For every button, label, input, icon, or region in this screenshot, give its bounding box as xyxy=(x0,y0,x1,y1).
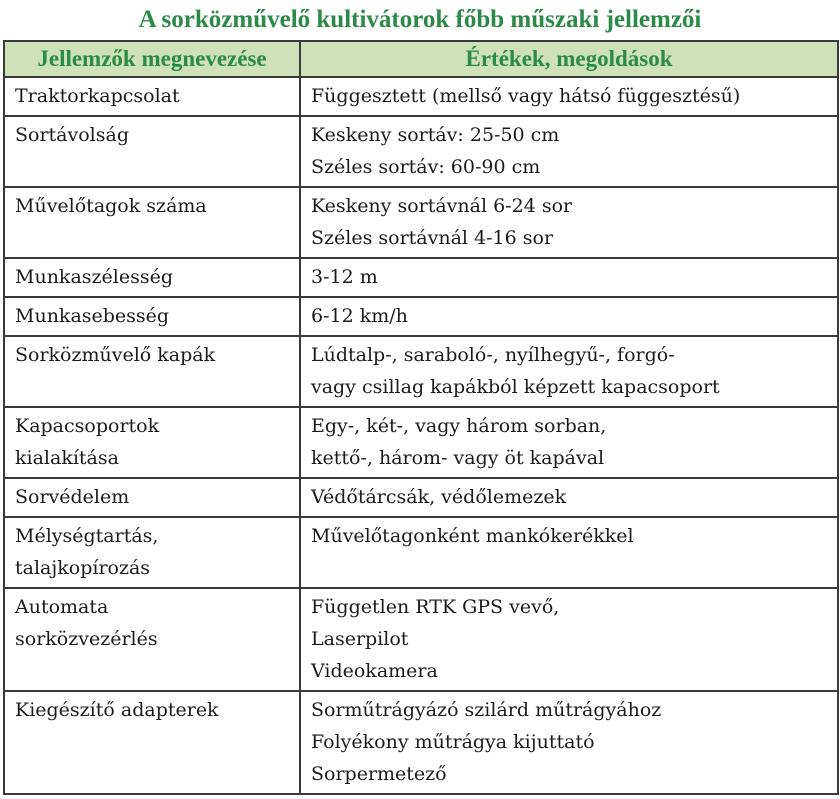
column-header-name: Jellemzők megnevezése xyxy=(4,41,300,77)
table-row xyxy=(4,588,838,691)
row-value-cell xyxy=(300,407,838,478)
row-value-line: Függesztett (mellső vagy hátsó függesztésű) xyxy=(311,85,741,107)
table-body xyxy=(4,77,838,794)
row-label-cell xyxy=(4,336,300,407)
row-value-line: kettő-, három- vagy öt kapával xyxy=(311,447,605,469)
row-value-line: Folyékony műtrágya kijuttató xyxy=(311,731,595,753)
row-value-line: Laserpilot xyxy=(311,628,409,650)
specs-table xyxy=(3,40,839,795)
row-value-line: vagy csillag kapákból képzett kapacsoport xyxy=(311,376,720,398)
row-value-line: 6-12 km/h xyxy=(311,305,408,327)
row-value-line: Független RTK GPS vevő, xyxy=(311,596,560,618)
row-label-cell xyxy=(4,116,300,187)
table-row xyxy=(4,116,838,187)
row-value-cell xyxy=(300,478,838,517)
row-value-cell xyxy=(300,517,838,588)
row-label-cell xyxy=(4,517,300,588)
row-value-line: Sorpermetező xyxy=(311,763,447,785)
row-value-cell xyxy=(300,77,838,116)
table-row xyxy=(4,336,838,407)
row-label-line: Kiegészítő adapterek xyxy=(15,699,219,721)
row-label-line: Mélységtartás, xyxy=(15,525,159,547)
row-label-cell xyxy=(4,187,300,258)
table-row xyxy=(4,77,838,116)
row-value-line: Lúdtalp-, saraboló-, nyílhegyű-, forgó- xyxy=(311,344,675,366)
row-label-line: Automata xyxy=(15,596,109,618)
table-row xyxy=(4,407,838,478)
row-value-cell xyxy=(300,336,838,407)
row-value-line: Művelőtagonként mankókerékkel xyxy=(311,525,634,547)
row-value-cell xyxy=(300,258,838,297)
table-row xyxy=(4,297,838,336)
row-label-line: Kapacsoportok xyxy=(15,415,160,437)
row-label-cell xyxy=(4,588,300,691)
row-label-cell xyxy=(4,258,300,297)
row-label-line: Sortávolság xyxy=(15,124,129,146)
column-header-values: Értékek, megoldások xyxy=(300,41,838,77)
row-label-line: Művelőtagok száma xyxy=(15,195,207,217)
row-label-cell xyxy=(4,407,300,478)
row-label-cell xyxy=(4,77,300,116)
row-value-line: Keskeny sortávnál 6-24 sor xyxy=(311,195,573,217)
table-row xyxy=(4,691,838,794)
row-label-cell xyxy=(4,691,300,794)
row-label-line: Sorvédelem xyxy=(15,486,130,508)
row-value-line: Széles sortávnál 4-16 sor xyxy=(311,227,554,249)
table-row xyxy=(4,258,838,297)
row-value-line: Védőtárcsák, védőlemezek xyxy=(311,486,567,508)
row-label-line: Traktorkapcsolat xyxy=(15,85,180,107)
table-title: A sorközművelő kultivátorok főbb műszaki jellemzői xyxy=(138,6,702,33)
row-value-cell xyxy=(300,116,838,187)
row-label-line: Munkasebesség xyxy=(15,305,170,327)
row-label-line: sorközvezérlés xyxy=(15,628,158,650)
row-value-cell xyxy=(300,297,838,336)
row-label-line: Sorközművelő kapák xyxy=(15,344,216,366)
row-value-cell xyxy=(300,588,838,691)
row-value-line: 3-12 m xyxy=(311,266,378,288)
table-row xyxy=(4,517,838,588)
row-value-line: Egy-, két-, vagy három sorban, xyxy=(311,415,607,437)
table-row xyxy=(4,478,838,517)
row-label-cell xyxy=(4,297,300,336)
header-row xyxy=(4,41,838,77)
row-label-line: talajkopírozás xyxy=(15,557,151,579)
row-value-line: Széles sortáv: 60-90 cm xyxy=(311,156,541,178)
row-value-line: Videokamera xyxy=(311,660,438,682)
row-value-line: Keskeny sortáv: 25-50 cm xyxy=(311,124,560,146)
row-value-line: Sorműtrágyázó szilárd műtrágyához xyxy=(311,699,662,721)
row-value-cell xyxy=(300,187,838,258)
row-label-line: kialakítása xyxy=(15,447,119,469)
table-row xyxy=(4,187,838,258)
row-label-cell xyxy=(4,478,300,517)
row-label-line: Munkaszélesség xyxy=(15,266,174,288)
row-value-cell xyxy=(300,691,838,794)
